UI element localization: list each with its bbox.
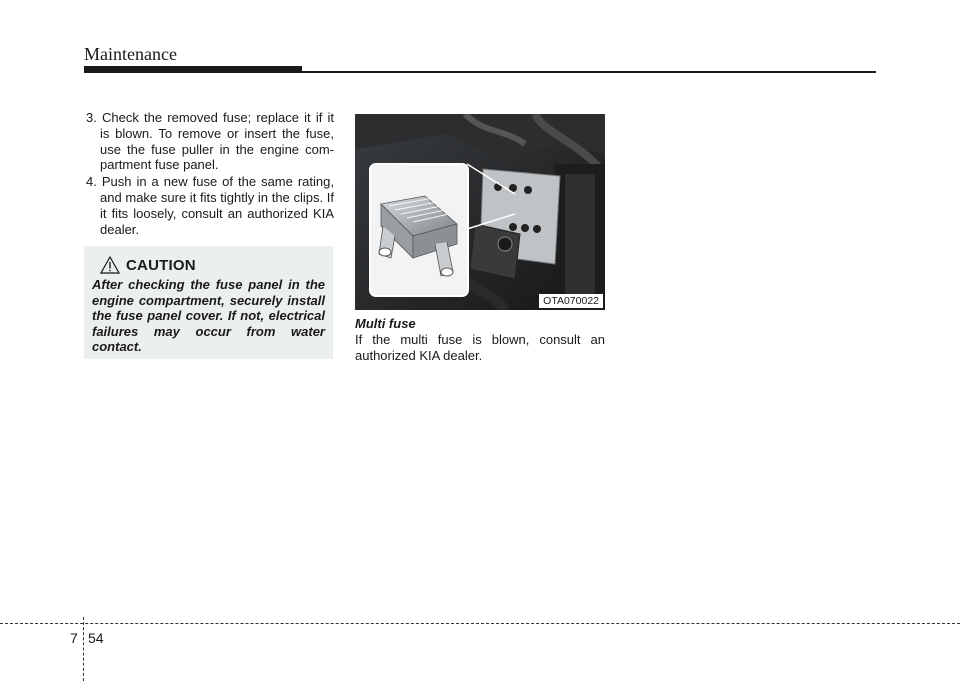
figure-code: OTA070022	[539, 294, 603, 308]
page-header-title: Maintenance	[84, 44, 177, 64]
caution-box	[84, 246, 333, 359]
instruction-steps	[86, 110, 334, 238]
footer-rule	[0, 623, 960, 624]
warning-triangle-icon	[100, 256, 120, 274]
step-4: 4. Push in a new fuse of the same rating, and make sure it fits tightly in the clips. If it fits loosely, consult an authorized KIA dealer.	[86, 174, 334, 237]
header-rule-thin	[302, 71, 876, 73]
caution-header	[100, 256, 325, 274]
multi-fuse-heading: Multi fuse	[355, 316, 416, 331]
multi-fuse-photo	[355, 114, 605, 310]
multi-fuse-text: If the multi fuse is blown, consult an authorized KIA dealer.	[355, 332, 605, 363]
step-3: 3. Check the removed fuse; replace it if it is blown. To remove or insert the fuse, use the fuse puller in the engine com-partment fuse panel.	[86, 110, 334, 173]
caution-text: After checking the fuse panel in the engine compartment, securely install the fuse panel cover. If not, electrical failures may occur from water contact.	[92, 277, 325, 355]
page-number: 54	[88, 630, 104, 646]
caution-label: CAUTION	[126, 256, 196, 274]
engine-compartment-illustration	[355, 114, 605, 310]
header-rule-thick	[84, 66, 302, 73]
chapter-number: 7	[70, 630, 78, 646]
footer-divider	[83, 617, 84, 681]
